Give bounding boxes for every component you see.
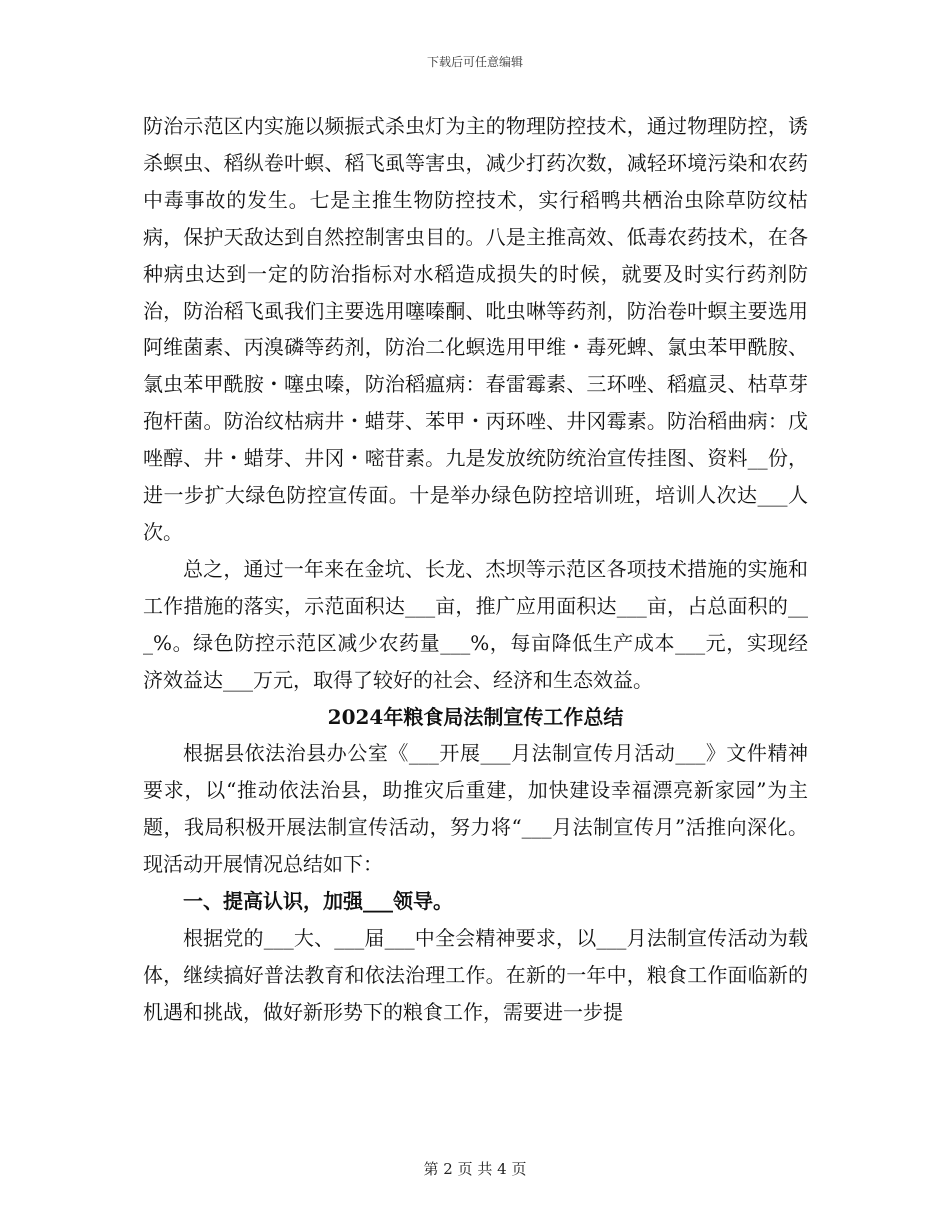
paragraph-continued: 防治示范区内实施以频振式杀虫灯为主的物理防控技术，通过物理防控，诱杀螟虫、稻纵卷叶螟、稻飞虱等害虫，减少打药次数，减轻环境污染和农药中毒事故的发生。七是主推生物防控技术，实行稻鸭共栖治虫除草防纹枯病，保护天敌达到自然控制害虫目的。八是主推高效、低毒农药技术，在各种病虫达到一定的防治指标对水稻造成损失的时候，就要及时实行药剂防治，防治稻飞虱我们主要选用噻嗪酮、吡虫啉等药剂，防治卷叶螟主要选用阿维菌素、丙溴磷等药剂，防治二化螟选用甲维・毒死蜱、氯虫苯甲酰胺、氯虫苯甲酰胺・噻虫嗪，防治稻瘟病：春雷霉素、三环唑、稻瘟灵、枯草芽孢杆菌。防治纹枯病井・蜡芽、苯甲・丙环唑、井冈霉素。防治稻曲病：戊唑醇、井・蜡芽、井冈・嘧苷素。九是发放统防统治宣传挂图、资料__份，进一步扩大绿色防控宣传面。十是举办绿色防控培训班，培训人次达___人次。 xyxy=(143,114,808,544)
page-number: 第 2 页 共 4 页 xyxy=(423,1160,527,1178)
subheading-1: 一、提高认识，加强___领导。 xyxy=(183,889,453,914)
section-title: 2024年粮食局法制宣传工作总结 xyxy=(327,704,624,729)
page-header-note: 下载后可任意编辑 xyxy=(426,55,523,69)
paragraph-intro: 根据县依法治县办公室《___开展___月法制宣传月活动___》文件精神要求，以“推动依法治县，助推灾后重建，加快建设幸福漂亮新家园”为主题，我局积极开展法制宣传活动，努力将“___月法制宣传月”活推向深化。现活动开展情况总结如下： xyxy=(143,741,808,877)
document-body xyxy=(143,108,808,1031)
paragraph-leadership: 根据党的___大、___届___中全会精神要求，以___月法制宣传活动为载体，继续搞好普法教育和依法治理工作。在新的一年中，粮食工作面临新的机遇和挑战，做好新形势下的粮食工作，需要进一步提 xyxy=(143,925,808,1024)
paragraph-summary: 总之，通过一年来在金坑、长龙、杰坝等示范区各项技术措施的实施和工作措施的落实，示范面积达___亩，推广应用面积达___亩，占总面积的___%。绿色防控示范区减少农药量___%，每亩降低生产成本___元，实现经济效益达___万元，取得了较好的社会、经济和生态效益。 xyxy=(143,556,808,692)
